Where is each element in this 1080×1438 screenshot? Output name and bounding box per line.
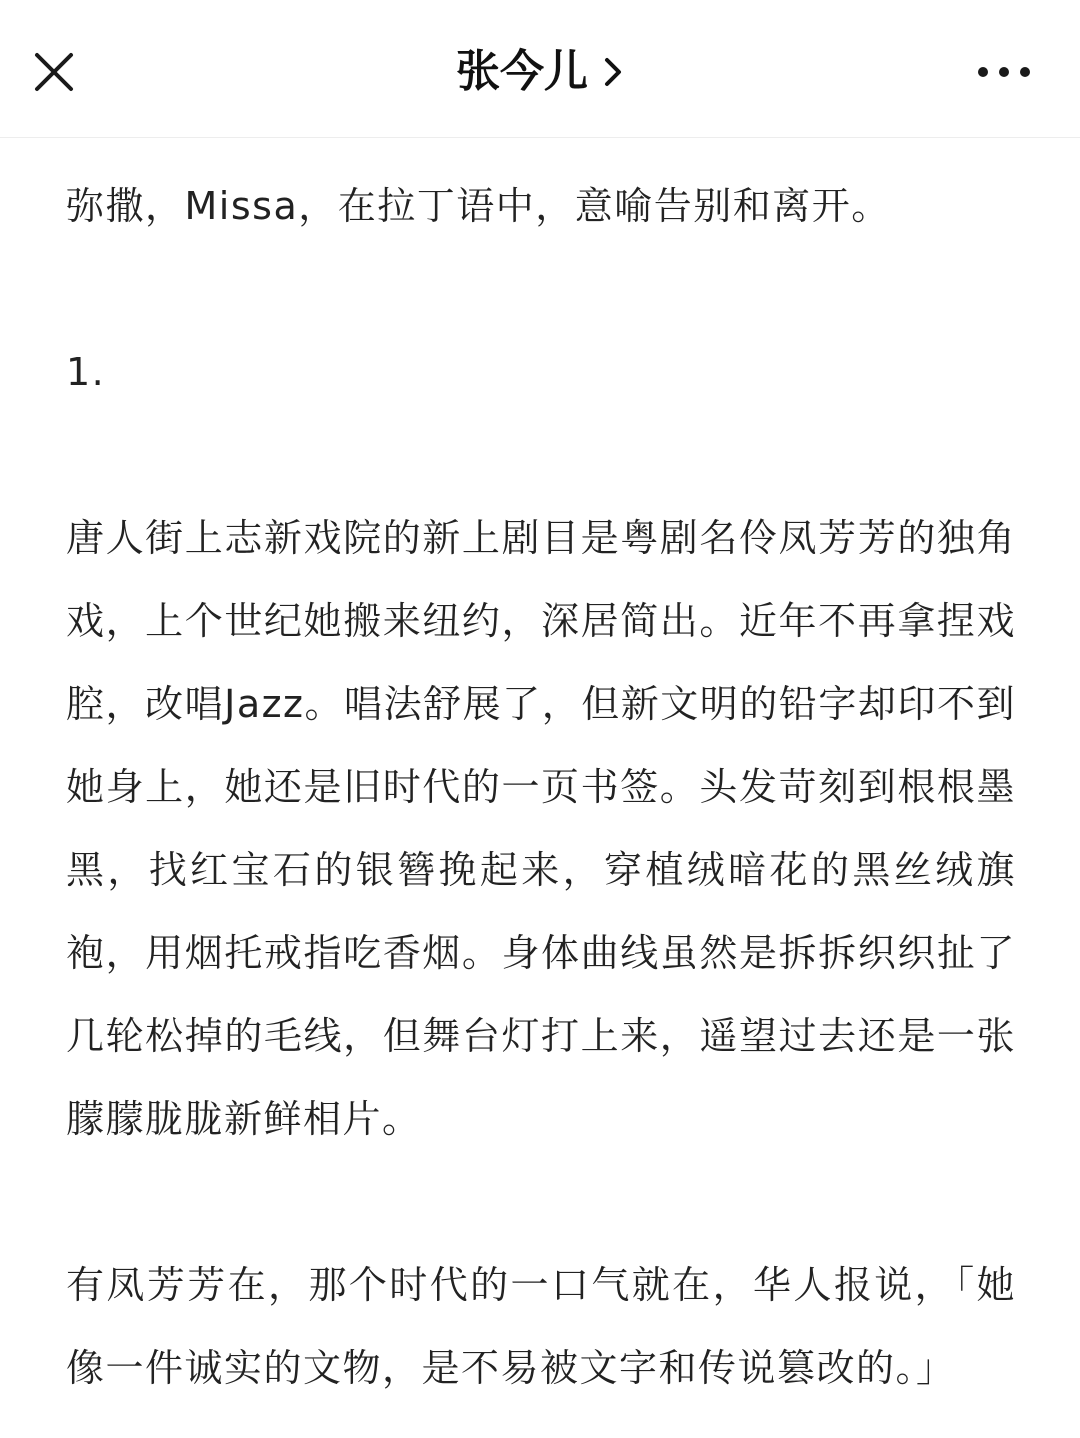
section-number: 1. <box>66 350 106 394</box>
spacer <box>66 414 1016 497</box>
spacer <box>66 1161 1016 1244</box>
article-body <box>66 165 1016 1410</box>
article-paragraph: 有凤芳芳在，那个时代的一口气就在，华人报说，「她像一件诚实的文物，是不易被文字和传说篡改的。」 <box>66 1263 1016 1390</box>
top-navigation-bar <box>0 0 1080 138</box>
spacer <box>66 248 1016 331</box>
article-paragraph: 唐人街上志新戏院的新上剧目是粤剧名伶凤芳芳的独角戏，上个世纪她搬来纽约，深居简出。近年不再拿捏戏腔，改唱Jazz。唱法舒展了，但新文明的铅字却印不到她身上，她还是旧时代的一页书签。头发苛刻到根根墨黑，找红宝石的银簪挽起来，穿植绒暗花的黑丝绒旗袍，用烟托戒指吃香烟。身体曲线虽然是拆拆织织扯了几轮松掉的毛线，但舞台灯打上来，遥望过去还是一张朦朦胧胧新鲜相片。 <box>66 516 1016 1141</box>
article-intro: 弥撒，Missa，在拉丁语中，意喻告别和离开。 <box>66 184 891 228</box>
chevron-right-icon <box>602 54 624 90</box>
page-title: 张今儿 <box>456 46 588 97</box>
more-horizontal-icon <box>974 54 1034 90</box>
author-profile-link[interactable] <box>456 40 624 104</box>
more-options-button[interactable] <box>974 54 1034 90</box>
title-container <box>0 40 1080 104</box>
